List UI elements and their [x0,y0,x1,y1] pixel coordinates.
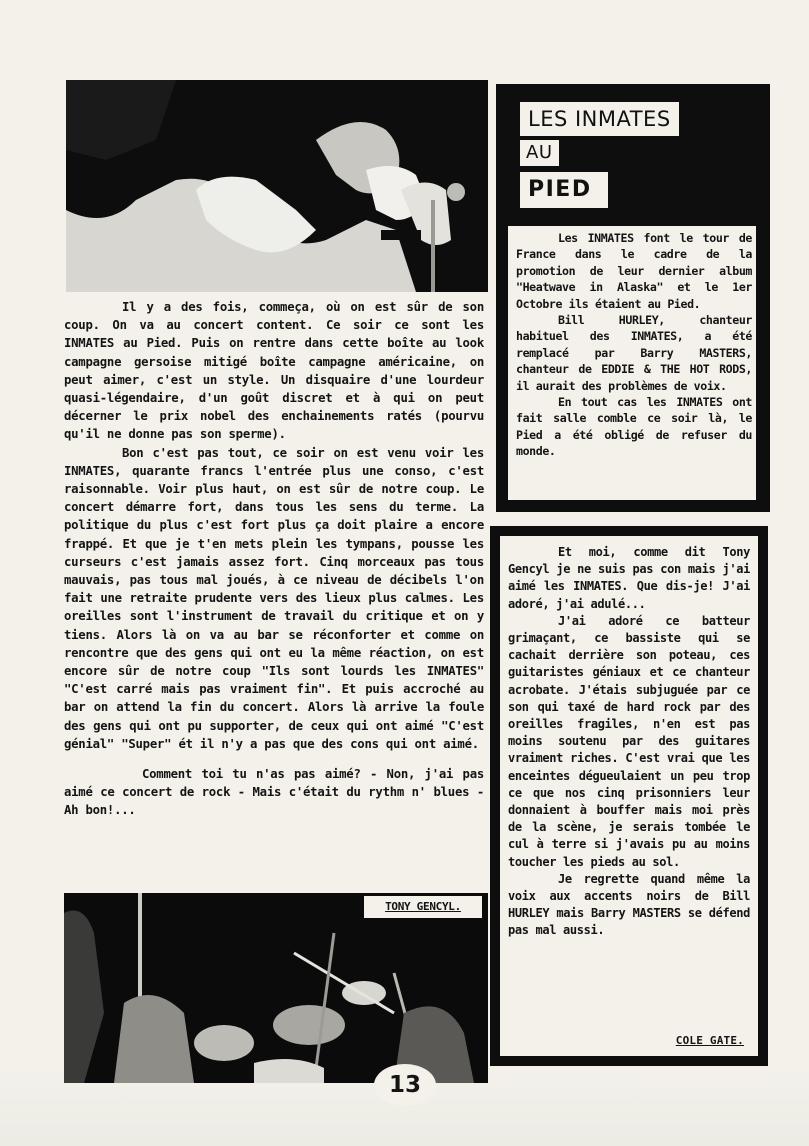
headline-line-2: AU [520,140,559,166]
review-paragraph: Et moi, comme dit Tony Gencyl je ne suis pas con mais j'ai aimé les INMATES. Que dis-je! J'ai adoré, j'ai adulé... [508,545,750,611]
article-author: TONY GENCYL. [364,896,482,918]
info-paragraph: Les INMATES font le tour de France dans le cadre de la promotion de leur dernier album "Heatwave in Alaska" et le 1er Octobre ils étaient au Pied. [516,231,752,311]
second-review-frame [490,526,768,1066]
concert-article [64,298,484,820]
article-paragraph: Comment toi tu n'as pas aimé? - Non, j'ai pas aimé ce concert de rock - Mais c'était du rythm n' blues - Ah bon!... [64,767,484,818]
second-review-box [500,536,758,1056]
tour-info-text [516,230,752,460]
info-paragraph: Bill HURLEY, chanteur habituel des INMATES, a été remplacé par Barry MASTERS, chanteur de EDDIE & THE HOT RODS, il aurait des problèmes de voix. [516,313,752,393]
review-author: COLE GATE. [675,1034,744,1047]
tour-info-box [508,226,756,500]
band-stage-photo [64,893,488,1083]
headline-line-3: PIED [520,172,608,208]
headline-line-1: LES INMATES [520,102,679,136]
article-paragraph: Bon c'est pas tout, ce soir on est venu voir les INMATES, quarante francs l'entrée plus une conso, c'est raisonnable. Voir plus haut, on est sûr de notre coup. Le concert démarre fort, dans tous les sens du terme. La politique du plus c'est fort plus ça doit plaire a encore frappé. Et que je t'en mets plein les tympans, pousse les curseurs c'est jamais assez fort. Cinq morceaux pas tous mauvais, pas tous mal joués, à ce niveau de décibels l'on fait une retraite prudente vers des lieux plus calmes. Les oreilles sont l'instrument de travail du critique et on y tiens. Alors là on va au bar se réconforter et comme on rencontre que des gens qui ont eu la même réaction, on est encore sûr de notre coup "Ils sont lourds les INMATES" "C'est carré mais pas vraiment fin". Et puis accroché au bar on attend la fin du concert. Alors là arrive la foule des gens qui ont pu supporter, de ceux qui ont aimé "C'est génial" "Super" ét il n'y a pas que des cons qui ont aimé. [64,445,484,751]
headline-box [496,84,770,512]
second-review-text [508,544,750,940]
article-paragraph: Il y a des fois, commeça, où on est sûr de son coup. On va au concert content. Ce soir ce sont les INMATES au Pied. Puis on rentre dans cette boîte au look campagne gersoise mitigé boîte campagne américaine, on peut aimer, c'est un style. Un disquaire d'une lourdeur quasi-légendaire, d'un goût discret et à qui on peut décerner le prix nobel des enchainements ratés (pourvu qu'il ne donne pas son sperme). [64,300,484,442]
review-paragraph: J'ai adoré ce batteur grimaçant, ce bassiste qui se cachait derrière son poteau, ces guitaristes géniaux et ce chanteur acrobate. J'étais subjuguée par ce son qui taxé de hard rock par des oreilles fragiles, n'en est pas moins soutenu par des guitares vraiment riches. C'est vrai que les enceintes dégueulaient un peu trop ce que nos cinq prisonniers leur donnaient à bouffer mais moi près de la scène, je serais tombée le cul à terre si j'avais pu au moins toucher les pieds au sol. [508,613,750,869]
review-paragraph: Je regrette quand même la voix aux accents noirs de Bill HURLEY mais Barry MASTERS se défend pas mal aussi. [508,871,750,938]
page-number: 13 [374,1064,436,1106]
info-paragraph: En tout cas les INMATES ont fait salle comble ce soir là, le Pied a été obligé de refuser du monde. [516,395,752,459]
singer-photo [66,80,488,292]
